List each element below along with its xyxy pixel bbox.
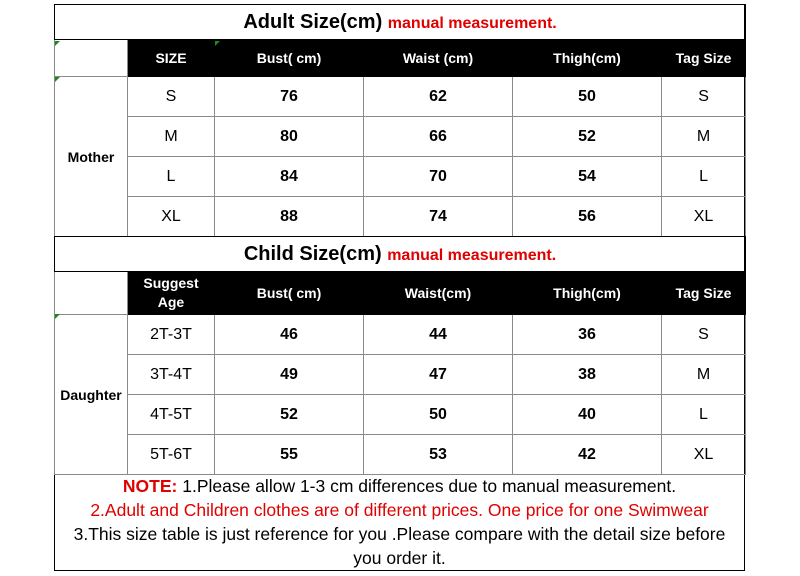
adult-header-waist: Waist (cm) xyxy=(364,40,513,77)
bust-cell: 76 xyxy=(215,77,364,117)
table-row xyxy=(55,315,746,355)
table-row xyxy=(55,355,746,395)
tag-cell: M xyxy=(662,117,746,157)
size-cell: M xyxy=(128,117,215,157)
child-header-age: Suggest Age xyxy=(128,272,215,315)
child-header-blank xyxy=(55,272,128,315)
thigh-cell: 38 xyxy=(513,355,662,395)
child-title-row xyxy=(55,237,746,272)
corner-mark xyxy=(55,314,60,319)
child-title-cell xyxy=(55,237,746,272)
tag-cell: S xyxy=(662,315,746,355)
waist-cell: 47 xyxy=(364,355,513,395)
thigh-cell: 40 xyxy=(513,395,662,435)
table-row xyxy=(55,395,746,435)
waist-cell: 44 xyxy=(364,315,513,355)
corner-mark xyxy=(215,41,220,46)
bust-cell: 55 xyxy=(215,435,364,475)
waist-cell: 62 xyxy=(364,77,513,117)
thigh-cell: 52 xyxy=(513,117,662,157)
age-cell: 2T-3T xyxy=(128,315,215,355)
size-cell: S xyxy=(128,77,215,117)
child-header-waist: Waist(cm) xyxy=(364,272,513,315)
tag-cell: L xyxy=(662,157,746,197)
bust-cell: 52 xyxy=(215,395,364,435)
child-header-thigh: Thigh(cm) xyxy=(513,272,662,315)
table-row xyxy=(55,117,746,157)
table-row xyxy=(55,435,746,475)
table-row xyxy=(55,157,746,197)
child-title: Child Size(cm) xyxy=(243,242,382,265)
adult-title-cell xyxy=(55,5,746,40)
adult-size-table xyxy=(54,4,746,237)
adult-header-blank xyxy=(55,40,128,77)
note-line-3: 3.This size table is just reference for you .Please compare with the detail size before you order it. xyxy=(73,524,726,568)
adult-header-thigh: Thigh(cm) xyxy=(513,40,662,77)
adult-header-bust: Bust( cm) xyxy=(215,40,364,77)
bust-cell: 88 xyxy=(215,197,364,237)
tag-cell: M xyxy=(662,355,746,395)
adult-header-row xyxy=(55,40,746,77)
tag-cell: XL xyxy=(662,435,746,475)
adult-subtitle: manual measurement. xyxy=(387,14,557,32)
tag-cell: XL xyxy=(662,197,746,237)
corner-mark xyxy=(55,77,60,82)
bust-cell: 49 xyxy=(215,355,364,395)
note-line-1 xyxy=(54,474,745,498)
size-cell: L xyxy=(128,157,215,197)
child-size-table xyxy=(54,236,746,475)
table-row xyxy=(55,77,746,117)
age-cell: 4T-5T xyxy=(128,395,215,435)
waist-cell: 53 xyxy=(364,435,513,475)
mother-group-label: Mother xyxy=(55,77,128,237)
table-row xyxy=(55,197,746,237)
notes-block xyxy=(54,474,745,570)
adult-header-tag: Tag Size xyxy=(662,40,746,77)
bust-cell: 46 xyxy=(215,315,364,355)
corner-mark xyxy=(55,41,60,46)
thigh-cell: 56 xyxy=(513,197,662,237)
note-label: NOTE: xyxy=(122,476,178,496)
note-line-1-text: 1.Please allow 1-3 cm differences due to manual measurement. xyxy=(177,476,677,496)
adult-title-row xyxy=(55,5,746,40)
tag-cell: L xyxy=(662,395,746,435)
child-header-bust: Bust( cm) xyxy=(215,272,364,315)
child-header-row xyxy=(55,272,746,315)
waist-cell: 50 xyxy=(364,395,513,435)
size-cell: XL xyxy=(128,197,215,237)
thigh-cell: 42 xyxy=(513,435,662,475)
adult-title: Adult Size(cm) xyxy=(243,10,383,33)
thigh-cell: 36 xyxy=(513,315,662,355)
bust-cell: 80 xyxy=(215,117,364,157)
waist-cell: 66 xyxy=(364,117,513,157)
daughter-group-label: Daughter xyxy=(55,315,128,475)
tag-cell: S xyxy=(662,77,746,117)
age-cell: 5T-6T xyxy=(128,435,215,475)
child-header-tag: Tag Size xyxy=(662,272,746,315)
thigh-cell: 54 xyxy=(513,157,662,197)
bust-cell: 84 xyxy=(215,157,364,197)
thigh-cell: 50 xyxy=(513,77,662,117)
note-line-2: 2.Adult and Children clothes are of different prices. One price for one Swimwear xyxy=(90,500,709,520)
waist-cell: 74 xyxy=(364,197,513,237)
age-cell: 3T-4T xyxy=(128,355,215,395)
adult-header-size: SIZE xyxy=(128,40,215,77)
waist-cell: 70 xyxy=(364,157,513,197)
child-subtitle: manual measurement. xyxy=(387,246,557,264)
